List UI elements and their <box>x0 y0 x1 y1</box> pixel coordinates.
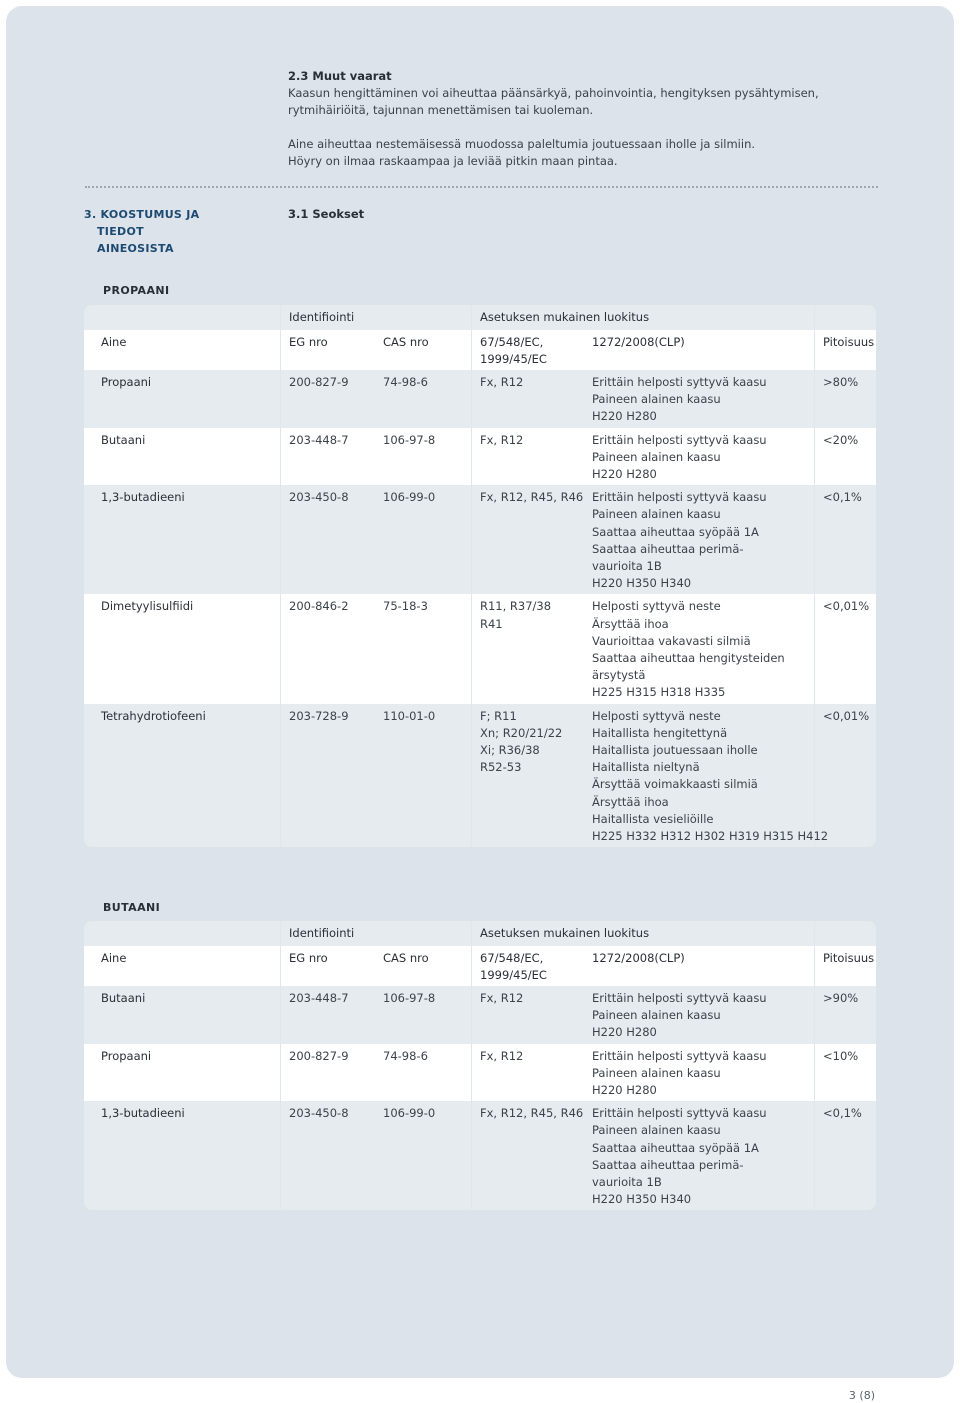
cell-line: Saattaa aiheuttaa syöpää 1A <box>592 1140 759 1155</box>
cell-cas: 106-99-0 <box>383 490 436 505</box>
cell-directive <box>471 370 583 428</box>
cell-line: Paineen alainen kaasu <box>592 392 721 407</box>
cell-clp <box>583 485 814 594</box>
cell-line: Paineen alainen kaasu <box>592 1123 721 1138</box>
col-header-eg: EG nro <box>280 946 375 986</box>
cell-eg: 203-450-8 <box>280 485 375 594</box>
cell-aine: 1,3-butadieeni <box>101 490 185 505</box>
cell-aine: Butaani <box>101 432 146 447</box>
subsection-heading: 3.1 Seokset <box>288 207 365 221</box>
cell-line: Erittäin helposti syttyvä kaasu <box>592 1106 767 1121</box>
composition-table <box>84 305 876 847</box>
cell-eg: 203-448-7 <box>280 428 375 486</box>
cell-directive <box>471 986 583 1044</box>
cell-eg: 200-846-2 <box>280 594 375 703</box>
chapter-heading <box>84 206 224 257</box>
table-row <box>84 1044 876 1102</box>
group-header-row <box>84 305 876 330</box>
col-header-clp: 1272/2008(CLP) <box>592 951 685 965</box>
cell-line: ärsytystä <box>592 668 646 683</box>
group-header-row <box>84 921 876 946</box>
col-header-cas: CAS nro <box>383 951 429 965</box>
cell-line: Saattaa aiheuttaa syöpää 1A <box>592 524 759 539</box>
cell-eg: 203-728-9 <box>280 704 375 848</box>
hazard-text-line: Kaasun hengittäminen voi aiheuttaa päänsärkyä, pahoinvointia, hengityksen pysähtymisen, <box>288 86 819 100</box>
cell-line: H225 H332 H312 H302 H319 H315 H412 <box>592 828 829 843</box>
cell-eg: 203-450-8 <box>280 1101 375 1210</box>
cell-line: vaurioita 1B <box>592 1175 662 1189</box>
section-2-3 <box>288 68 848 170</box>
group-header-ident: Identifiointi <box>280 921 471 946</box>
cell-line: Xn; R20/21/22 <box>480 725 563 740</box>
cell-clp <box>583 594 814 703</box>
col-header-pitoisuus: Pitoisuus <box>814 946 876 986</box>
col-header-cas: CAS nro <box>383 335 429 349</box>
cell-line: Helposti syttyvä neste <box>592 708 721 723</box>
cell-line: Paineen alainen kaasu <box>592 1065 721 1080</box>
cell-line: Ärsyttää ihoa <box>592 794 669 809</box>
group-header-classification: Asetuksen mukainen luokitus <box>471 921 814 946</box>
cell-directive <box>471 594 583 703</box>
col-header-directive <box>471 946 583 986</box>
cell-line: Haitallista hengitettynä <box>592 725 728 740</box>
section-2-3-heading: 2.3 Muut vaarat <box>288 69 392 83</box>
table-row <box>84 485 876 594</box>
cell-line: Saattaa aiheuttaa hengitysteiden <box>592 650 785 665</box>
table-title: BUTAANI <box>103 901 161 914</box>
cell-pitoisuus: <0,1% <box>814 1101 876 1210</box>
cell-line: H220 H280 <box>592 1083 657 1097</box>
col-header-aine: Aine <box>101 951 127 965</box>
cell-cas: 106-97-8 <box>383 991 436 1005</box>
cell-line: Xi; R36/38 <box>480 742 540 757</box>
cell-pitoisuus: >90% <box>814 986 876 1044</box>
group-header-classification: Asetuksen mukainen luokitus <box>471 305 814 330</box>
cell-line: Haitallista vesieliöille <box>592 811 714 826</box>
cell-cas: 75-18-3 <box>383 599 428 614</box>
cell-line: H220 H350 H340 <box>592 576 692 591</box>
cell-directive <box>471 1101 583 1210</box>
table-row <box>84 370 876 428</box>
cell-line: H220 H350 H340 <box>592 1192 692 1207</box>
column-header-row <box>84 946 876 986</box>
cell-line: Fx, R12, R45, R46 <box>480 490 584 505</box>
cell-line: Haitallista nieltynä <box>592 760 700 775</box>
cell-line: 67/548/EC, <box>480 335 544 349</box>
table-row <box>84 986 876 1044</box>
cell-line: H220 H280 <box>592 467 657 481</box>
cell-line: H220 H280 <box>592 409 657 424</box>
cell-line: R11, R37/38 <box>480 599 552 614</box>
group-header-ident: Identifiointi <box>280 305 471 330</box>
hazard-text-line: rytmihäiriöitä, tajunnan menettämisen tai kuoleman. <box>288 103 594 117</box>
cell-line: Fx, R12 <box>480 1048 524 1063</box>
hazard-text-line: Höyry on ilmaa raskaampaa ja leviää pitkin maan pintaa. <box>288 154 618 168</box>
cell-line: Helposti syttyvä neste <box>592 599 721 614</box>
cell-line: Ärsyttää voimakkaasti silmiä <box>592 777 758 792</box>
cell-pitoisuus: <20% <box>814 428 876 486</box>
chapter-heading-line2: TIEDOT AINEOSISTA <box>97 225 174 255</box>
cell-line: R52-53 <box>480 760 522 775</box>
cell-line: Fx, R12 <box>480 432 524 447</box>
cell-line: Haitallista joutuessaan iholle <box>592 742 758 757</box>
cell-line: Erittäin helposti syttyvä kaasu <box>592 1048 767 1063</box>
cell-pitoisuus: >80% <box>814 370 876 428</box>
cell-line: Saattaa aiheuttaa perimä- <box>592 541 744 556</box>
cell-aine: Tetrahydrotiofeeni <box>101 708 206 723</box>
page-number: 3 (8) <box>848 1389 875 1402</box>
cell-line: Paineen alainen kaasu <box>592 1008 721 1023</box>
table-title: PROPAANI <box>103 284 170 297</box>
cell-line: 1999/45/EC <box>480 352 547 367</box>
cell-line: 67/548/EC, <box>480 951 544 965</box>
cell-line: Erittäin helposti syttyvä kaasu <box>592 490 767 505</box>
cell-directive <box>471 1044 583 1102</box>
cell-clp <box>583 1101 814 1210</box>
cell-line: Saattaa aiheuttaa perimä- <box>592 1157 744 1172</box>
cell-pitoisuus: <0,01% <box>814 704 876 848</box>
cell-clp <box>583 704 829 848</box>
table-row <box>84 428 876 486</box>
cell-cas: 74-98-6 <box>383 375 428 389</box>
cell-pitoisuus: <0,1% <box>814 485 876 594</box>
cell-line: Erittäin helposti syttyvä kaasu <box>592 432 767 447</box>
cell-cas: 106-99-0 <box>383 1106 436 1121</box>
cell-aine: Butaani <box>101 991 146 1005</box>
cell-line: F; R11 <box>480 708 517 723</box>
cell-directive <box>471 485 583 594</box>
cell-clp <box>583 1044 814 1102</box>
cell-clp <box>583 428 814 486</box>
col-header-pitoisuus: Pitoisuus <box>814 330 876 370</box>
cell-line: R41 <box>480 616 503 631</box>
cell-line: Fx, R12, R45, R46 <box>480 1106 584 1121</box>
cell-directive <box>471 428 583 486</box>
cell-line: Fx, R12 <box>480 991 524 1005</box>
cell-clp <box>583 986 814 1044</box>
cell-cas: 74-98-6 <box>383 1048 428 1063</box>
cell-pitoisuus: <10% <box>814 1044 876 1102</box>
cell-line: Erittäin helposti syttyvä kaasu <box>592 991 767 1005</box>
cell-cas: 106-97-8 <box>383 432 436 447</box>
cell-line: H220 H280 <box>592 1025 657 1040</box>
col-header-directive <box>471 330 583 370</box>
cell-aine: Propaani <box>101 375 152 389</box>
cell-line: Paineen alainen kaasu <box>592 449 721 464</box>
cell-aine: 1,3-butadieeni <box>101 1106 185 1121</box>
cell-line: Fx, R12 <box>480 375 524 389</box>
table-row <box>84 594 876 703</box>
group-header-blank <box>814 921 876 946</box>
col-header-eg: EG nro <box>280 330 375 370</box>
cell-eg: 200-827-9 <box>280 1044 375 1102</box>
dotted-divider <box>85 186 878 188</box>
cell-line: Vaurioittaa vakavasti silmiä <box>592 633 751 648</box>
cell-clp <box>583 370 814 428</box>
group-header-blank <box>814 305 876 330</box>
chapter-heading-line1: 3. KOOSTUMUS JA <box>84 208 200 221</box>
cell-aine: Propaani <box>101 1048 152 1063</box>
cell-pitoisuus: <0,01% <box>814 594 876 703</box>
cell-eg: 203-448-7 <box>280 986 375 1044</box>
cell-line: Erittäin helposti syttyvä kaasu <box>592 375 767 389</box>
cell-aine: Dimetyylisulfiidi <box>101 599 194 614</box>
table-row <box>84 704 876 848</box>
cell-eg: 200-827-9 <box>280 370 375 428</box>
column-header-row <box>84 330 876 370</box>
cell-line: 1999/45/EC <box>480 968 547 983</box>
cell-directive <box>471 704 583 848</box>
table-row <box>84 1101 876 1210</box>
hazard-text-line: Aine aiheuttaa nestemäisessä muodossa paleltumia joutuessaan iholle ja silmiin. <box>288 137 756 151</box>
cell-line: Paineen alainen kaasu <box>592 507 721 522</box>
cell-cas: 110-01-0 <box>383 708 436 723</box>
col-header-clp: 1272/2008(CLP) <box>592 335 685 349</box>
cell-line: Ärsyttää ihoa <box>592 616 669 631</box>
cell-line: vaurioita 1B <box>592 559 662 573</box>
col-header-aine: Aine <box>101 335 127 349</box>
cell-line: H225 H315 H318 H335 <box>592 685 726 700</box>
composition-table <box>84 921 876 1210</box>
